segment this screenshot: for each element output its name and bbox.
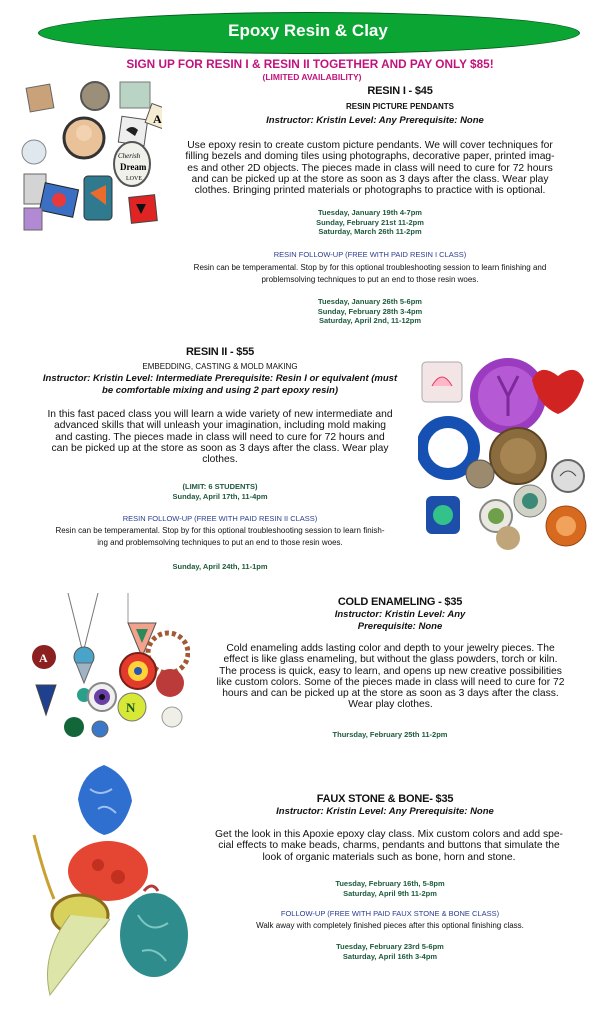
- faux-instructor: Instructor: Kristin Level: Any Prerequisite: None: [276, 806, 494, 817]
- cold-enamel-jewelry-image: [28, 593, 190, 743]
- faux-followup-desc: Walk away with completely finished pieces after this optional finishing class.: [256, 921, 524, 930]
- svg-text:A: A: [39, 651, 48, 665]
- resin2-limit-date: (LIMIT: 6 STUDENTS) Sunday, April 17th, 11-4pm: [172, 482, 268, 501]
- resin1-followup-title: RESIN FOLLOW-UP (FREE WITH PAID RESIN I CLASS): [273, 250, 467, 259]
- faux-description: Get the look in this Apoxie epoxy clay class. Mix custom colors and add spe- cial effects to make beads, charms, pendants and buttons that simulate the look of organic materials such as bone, horn and stone.: [215, 829, 563, 863]
- svg-text:Dream: Dream: [120, 162, 147, 172]
- resin1-followup-desc: Resin can be temperamental. Stop by for this optional troubleshooting session to learn finishing and problemsolving techniques to put an end to those resin woes.: [193, 263, 547, 284]
- resin-molds-image: [418, 356, 590, 552]
- resin2-subtitle: EMBEDDING, CASTING & MOLD MAKING: [142, 362, 298, 371]
- resin1-followup-dates: Tuesday, January 26th 5-6pm Sunday, February 28th 3-4pm Saturday, April 2nd, 11-12pm: [317, 297, 423, 325]
- resin2-followup-title: RESIN FOLLOW-UP (FREE WITH PAID RESIN II CLASS): [122, 514, 318, 523]
- resin1-instructor: Instructor: Kristin Level: Any Prerequisite: None: [266, 115, 484, 126]
- svg-text:LOVE: LOVE: [126, 176, 142, 182]
- faux-stone-bone-image: [14, 765, 194, 1005]
- faux-dates: Tuesday, February 16th, 5-8pm Saturday, April 9th 11-2pm: [335, 879, 445, 898]
- resin2-followup-date: Sunday, April 24th, 11-1pm: [172, 562, 268, 571]
- faux-title: FAUX STONE & BONE- $35: [316, 793, 454, 805]
- page-title: Epoxy Resin & Clay: [228, 21, 388, 40]
- cold-date: Thursday, February 25th 11-2pm: [332, 730, 448, 739]
- resin1-subtitle: RESIN PICTURE PENDANTS: [345, 102, 454, 111]
- faux-followup-dates: Tuesday, February 23rd 5-6pm Saturday, April 16th 3-4pm: [336, 942, 444, 961]
- promo-headline: SIGN UP FOR RESIN I & RESIN II TOGETHER AND PAY ONLY $85!: [126, 57, 494, 71]
- cold-description: Cold enameling adds lasting color and depth to your jewelry pieces. The effect is like glass enameling, but without the glass powders, torch or kiln. The process is quick, easy to learn, and opens up new creative possibilities like custom colors. Some of the pieces made in class will need to cure for 72 hours and can be picked up at the store as soon as 3 days after the class. Wear play clothes.: [216, 643, 565, 711]
- resin1-title: RESIN I - $45: [367, 85, 433, 97]
- resin2-description: In this fast paced class you will learn a wide variety of new intermediate and advanced skills that will unleash your imagination, including mold making and casting. The pieces made in class will need to cure for 72 hours and can be picked up at the store as soon as 3 days after the class. Wear play clothes.: [47, 409, 393, 466]
- svg-text:A: A: [153, 112, 162, 126]
- resin1-description: Use epoxy resin to create custom picture pendants. We will cover techniques for filling bezels and doming tiles using photographs, decorative paper, printed imag- es and other 2D objects. The pieces made in class will need to cure for 72 hours and can be picked up at the store as soon as 3 days after the class. Wear play clothes. Bringing printed materials or photographs to practice with is optional.: [185, 140, 555, 197]
- cold-instructor: Instructor: Kristin Level: Any Prerequisite: None: [334, 609, 466, 632]
- promo-note: (LIMITED AVAILABILITY): [262, 72, 362, 82]
- faux-followup-title: FOLLOW-UP (FREE WITH PAID FAUX STONE & BONE CLASS): [280, 909, 500, 918]
- resin-pendants-image: [20, 78, 162, 238]
- resin2-instructor: Instructor: Kristin Level: Intermediate Prerequisite: Resin I or equivalent (must be comfortable mixing and using 2 part epoxy resin): [42, 373, 398, 396]
- svg-text:Cherish: Cherish: [118, 152, 141, 160]
- resin1-dates: Tuesday, January 19th 4-7pm Sunday, February 21st 11-2pm Saturday, March 26th 11-2pm: [316, 208, 424, 236]
- svg-text:N: N: [126, 700, 136, 715]
- resin2-title: RESIN II - $55: [185, 346, 255, 358]
- resin2-followup-desc: Resin can be temperamental. Stop by for this optional troubleshooting session to learn finish- ing and problemsolving techniques to put an end to those resin woes.: [55, 526, 385, 547]
- cold-title: COLD ENAMELING - $35: [337, 596, 463, 608]
